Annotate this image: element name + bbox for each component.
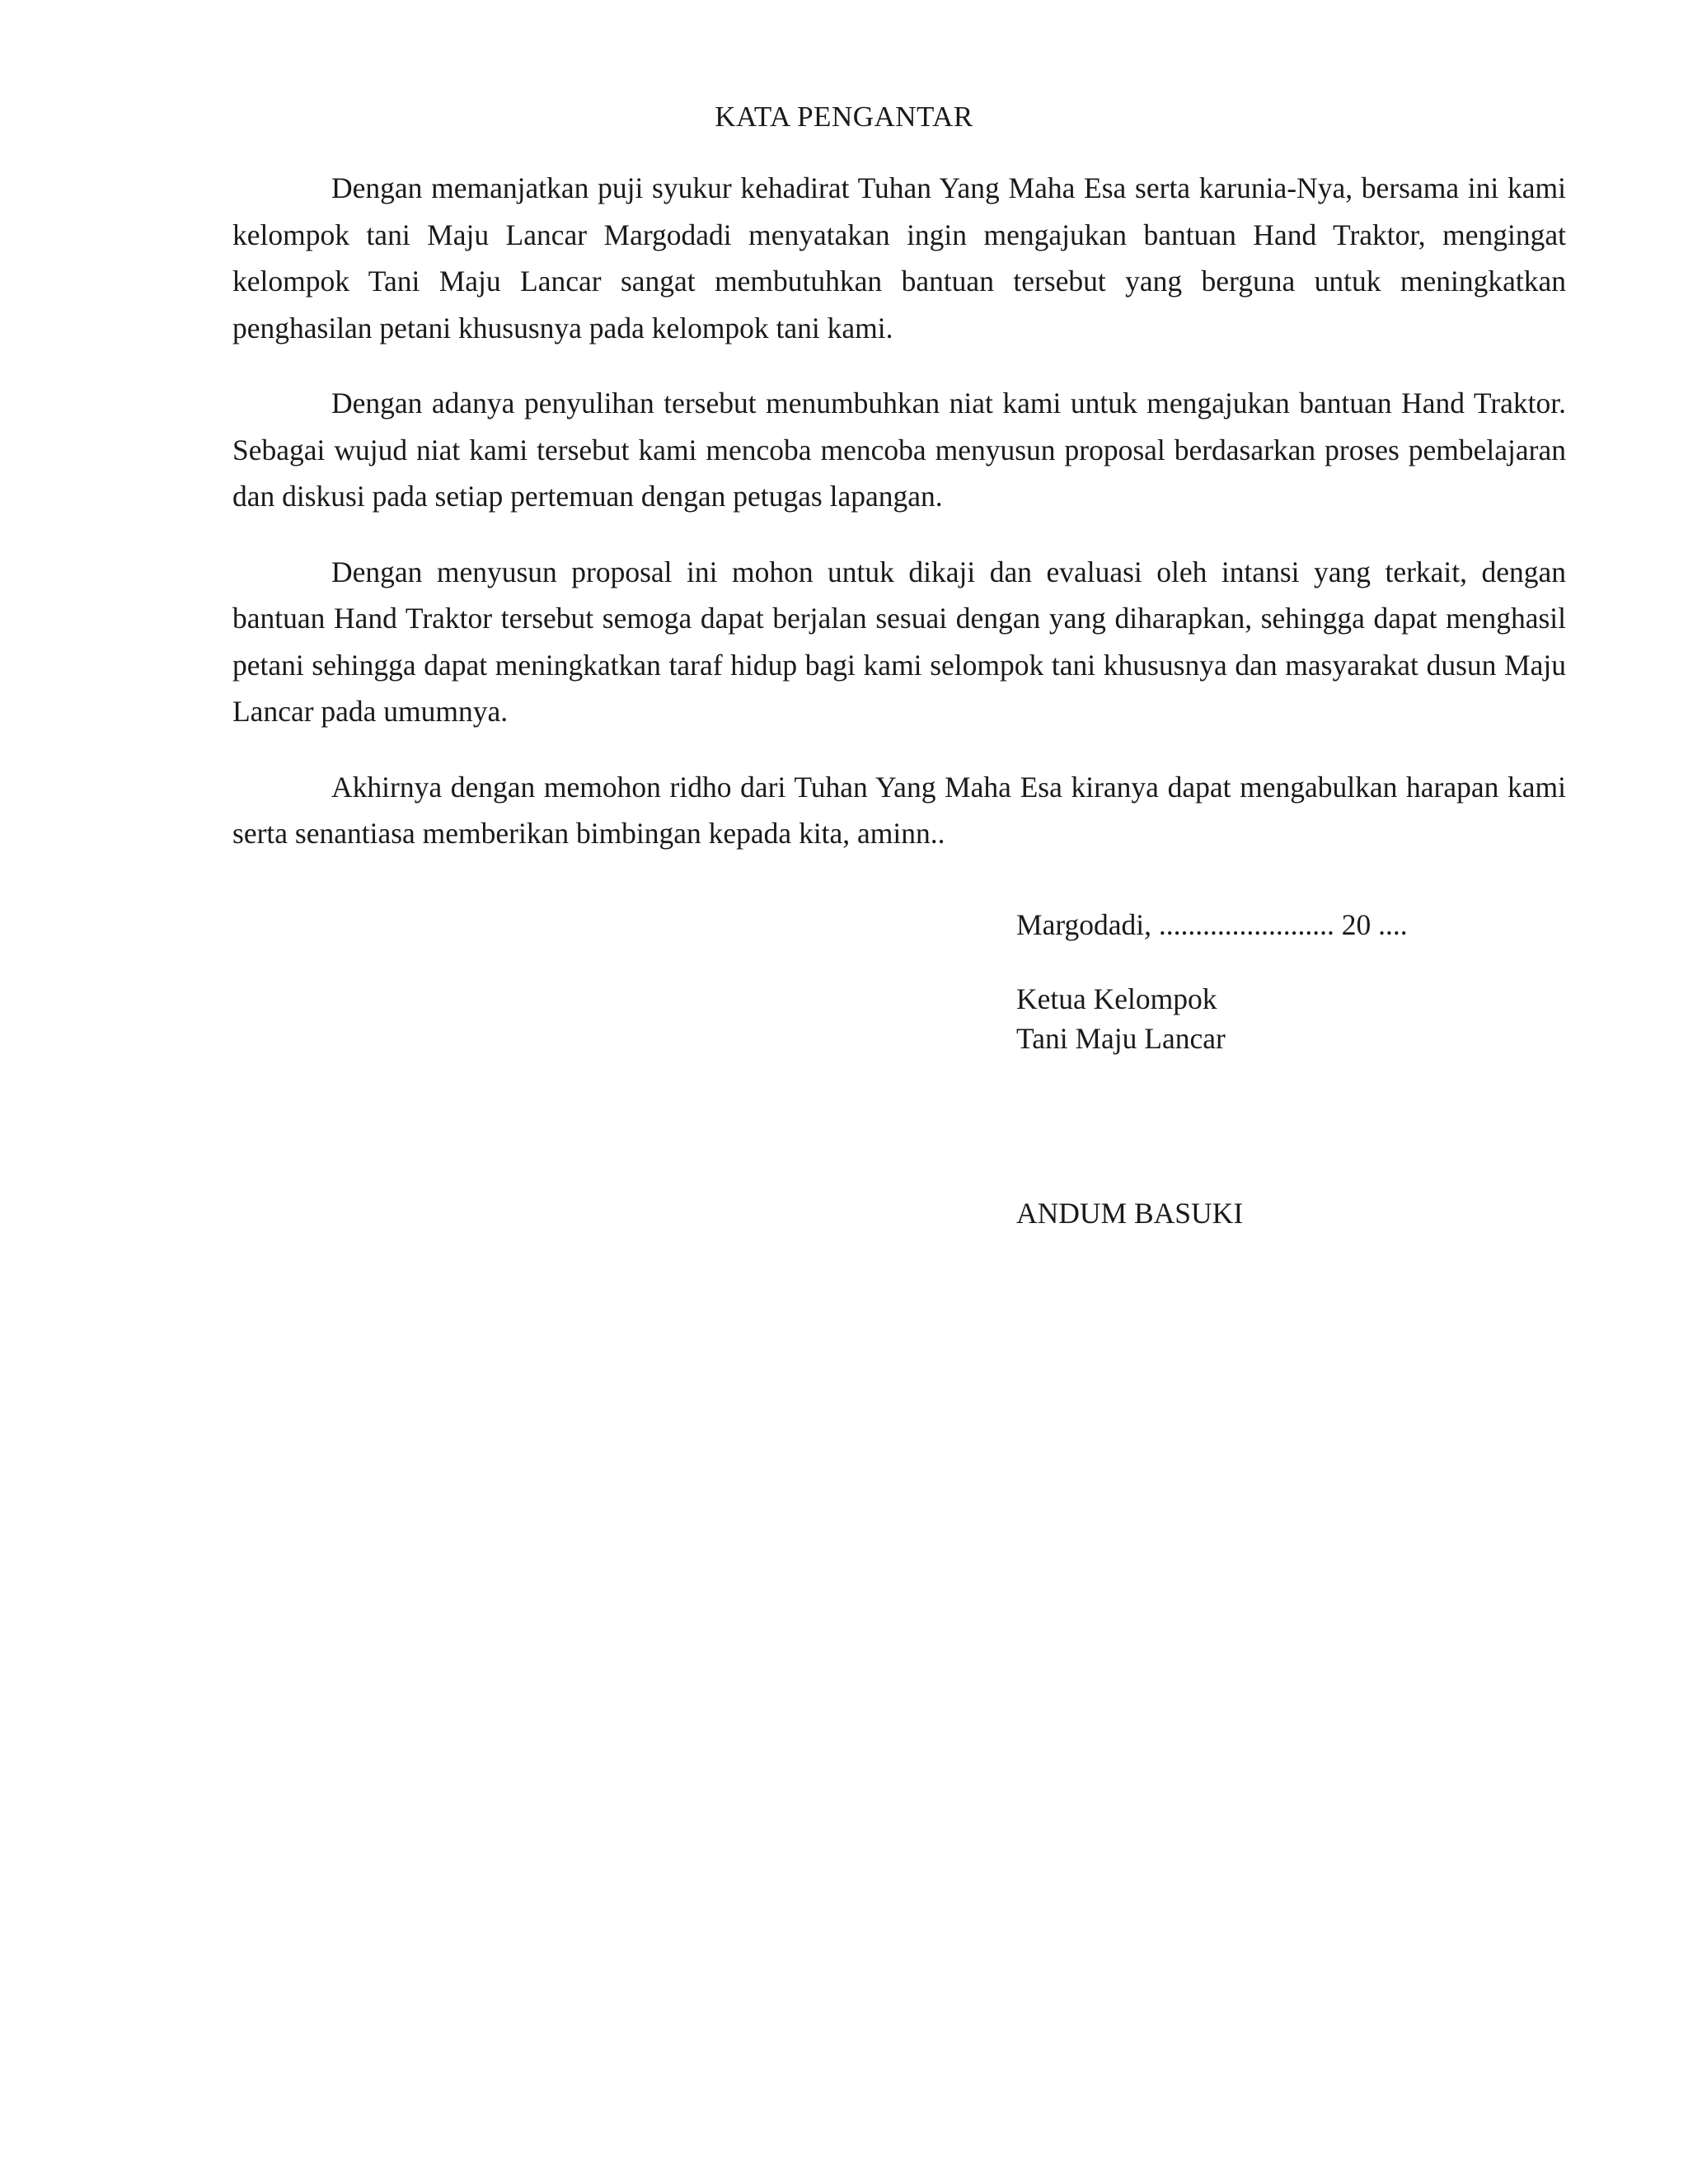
signer-role-line2: Tani Maju Lancar — [1016, 1022, 1226, 1055]
signer-role-line1: Ketua Kelompok — [1016, 982, 1217, 1015]
paragraph-4: Akhirnya dengan memohon ridho dari Tuhan Yang Maha Esa kiranya dapat mengabulkan harapan kami serta senantiasa memberikan bimbingan kepada kita, aminn.. — [232, 770, 1566, 850]
place-date: Margodadi, ........................ 20 .... — [1016, 908, 1408, 941]
paragraph-3: Dengan menyusun proposal ini mohon untuk dikaji dan evaluasi oleh intansi yang terkait, dengan bantuan Hand Traktor tersebut semoga dapat berjalan sesuai dengan yang diharapkan, sehingga dapat menghasil petani sehingga dapat meningkatkan taraf hidup bagi kami selompok tani khususnya dan masyarakat dusun Maju Lancar pada umumnya. — [232, 555, 1566, 728]
signer-name: ANDUM BASUKI — [1016, 1197, 1244, 1230]
page-title: KATA PENGANTAR — [715, 101, 973, 133]
paragraph-1: Dengan memanjatkan puji syukur kehadirat Tuhan Yang Maha Esa serta karunia-Nya, bersama ini kami kelompok tani Maju Lancar Margodadi menyatakan ingin mengajukan bantuan Hand Traktor, mengingat kelompok Tani Maju Lancar sangat membutuhkan bantuan tersebut yang berguna untuk meningkatkan penghasilan petani khususnya pada kelompok tani kami. — [232, 171, 1566, 344]
signature-block — [1016, 905, 1408, 1233]
paragraph-2: Dengan adanya penyulihan tersebut menumbuhkan niat kami untuk mengajukan bantuan Hand Traktor. Sebagai wujud niat kami tersebut kami mencoba mencoba menyusun proposal berdasarkan proses pembelajaran dan diskusi pada setiap pertemuan dengan petugas lapangan. — [232, 387, 1566, 513]
document-body — [232, 165, 1566, 886]
